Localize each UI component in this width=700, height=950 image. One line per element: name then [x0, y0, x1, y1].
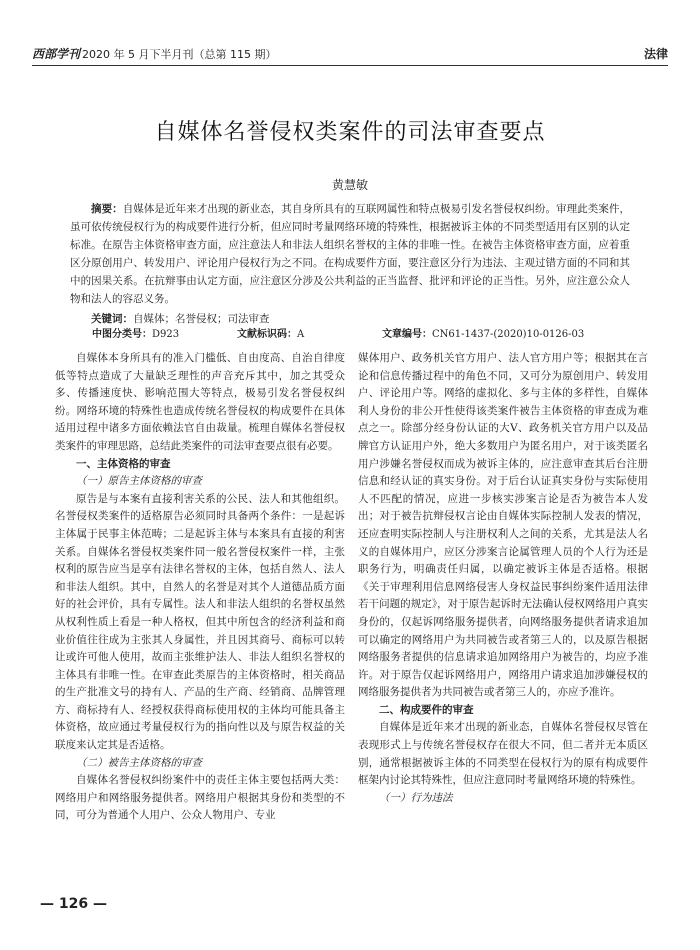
running-header: [32, 40, 668, 66]
abstract-text: 自媒体是近年来才出现的新业态，其自身所具有的互联网属性和特点极易引发名誉侵权纠纷。审理此类案件，虽可依传统侵权行为的构成要件进行分析，但应同时考量网络环境的特殊性，根据被诉主体的不同类型适用有区别的认定标准。在原告主体资格审查方面，应注意法人和非法人组织名誉权的主体的非唯一性。在被告主体资格审查方面，应着重区分原创用户、转发用户、评论用户侵权行为之不同。在构成要件方面，要注意区分行为违法、主观过错方面的不同和其中的因果关系。在抗辩事由认定方面，应注意区分涉及公共利益的正当监督、批评和评论的正当性。另外，应注意公众人物和法人的容忍义务。: [70, 203, 631, 305]
journal-logo: 西部学刊: [32, 47, 81, 61]
abstract: [70, 200, 630, 308]
subsection-heading: （二）被告主体资格的审查: [76, 756, 202, 769]
article-author: 黄慧敏: [331, 178, 368, 192]
section-heading: 二、构成要件的审查: [379, 703, 474, 716]
body-paragraph: 原告是与本案有直接利害关系的公民、法人和其他组织。名誉侵权类案件的适格原告必须同时具备两个条件：一是起诉主体属于民事主体范畴；二是起诉主体与本案具有直接的利害关系。自媒体名誉侵权类案件同一般名誉侵权案件一样，主张权利的原告应当是享有法律名誉权的主体，包括自然人、法人和非法人组织。其中，自然人的名誉是对其个人道德品质方面好的社会评价，具有专属性。法人和非法人组织的名誉权虽然从权利性质上看是一种人格权，但其中所包含的经济利益和商业价值往往成为主张其人身属性，并且因其商号、商标可以转让或许可他人使用，故而主张维护法人、非法人组织名誉权的主体具有非唯一性。在审查此类原告的主体资格时，相关商品的生产批准文号的持有人、产品的生产商、经销商、品牌管理方、商标持有人、经授权获得商标使用权的主体均可能具备主体资格，故应通过考量侵权行为的指向性以及与原告权益的关联度来认定其是否适格。: [55, 492, 345, 752]
section-heading: 一、主体资格的审查: [76, 457, 171, 470]
article-number: 文章编号：CN61-1437-(2020)10-0126-03: [382, 329, 585, 340]
section-name: 法律: [643, 47, 668, 61]
body-paragraph: 自媒体本身所具有的准入门槛低、自由度高、自治自律度低等特点造成了大量缺乏理性的声音充斥其中，加之其受众多、传播速度快、影响范围大等特点，极易引发名誉侵权纠纷。网络环境的特殊性也造成传统名誉侵权的构成要件在具体适用过程中诸多方面依赖法官自由裁量。梳理自媒体名誉侵权类案件的审理思路，总结此类案件的司法审查要点很有必要。: [55, 352, 345, 452]
header-left: [32, 45, 277, 62]
keywords-label: 关键词：: [91, 313, 133, 325]
keywords-text: 自媒体；名誉侵权；司法审查: [133, 313, 270, 325]
clc-code: 中图分类号：D923: [92, 329, 180, 340]
document-code: 文献标识码：A: [237, 329, 305, 340]
body-right-column: [358, 350, 648, 807]
article-title: 自媒体名誉侵权类案件的司法审查要点: [154, 120, 546, 145]
abstract-label: 摘要：: [91, 203, 123, 215]
subsection-heading: （一）原告主体资格的审查: [76, 475, 202, 488]
issue-info: 2020 年 5 月下半月刊（总第 115 期）: [82, 48, 277, 61]
body-paragraph: 媒体用户、政务机关官方用户、法人官方用户等；根据其在言论和信息传播过程中的角色不同，又可分为原创用户、转发用户、评论用户等。网络的虚拟化、多与主体的多样性，自媒体利人身份的非公开性使得该类案件被告主体资格的审查成为难点之一。除部分经身份认证的大V、政务机关官方用户以及品牌官方认证用户外，绝大多数用户为匿名用户，对于该类匿名用户涉嫌名誉侵权而成为被诉主体的，应注意审查其后台注册信息和经认证的真实身份。对于后台认证真实身份与实际使用人不匹配的情况，应进一步核实涉案言论是否为被告本人发出；对于被告抗辩侵权言论由自媒体实际控制人发表的情况，还应查明实际控制人与注册权利人之间的关系，尤其是法人名义的自媒体用户，应区分涉案言论属管理人员的个人行为还是职务行为，明确责任归属，以确定被诉主体是否适格。根据《关于审理利用信息网络侵害人身权益民事纠纷案件适用法律若干问题的规定》，对于原告起诉时无法确认侵权网络用户真实身份的，仅起诉网络服务提供者，向网络服务提供者请求追加可以确定的网络用户为共同被告或者第三人的，以及原告根据网络服务者提供的信息请求追加网络用户为被告的，均应予准许。对于原告仅起诉网络用户，网络用户请求追加涉嫌侵权的网络服务提供者为共同被告或者第三人的，亦应予准许。: [358, 352, 648, 699]
body-left-column: [55, 350, 345, 825]
subsection-heading: （一）行为违法: [379, 791, 453, 804]
page-number: — 126 —: [40, 896, 107, 912]
body-paragraph: 自媒体名誉侵权纠纷案件中的责任主体主要包括两大类：网络用户和网络服务提供者。网络用户根据其身份和类型的不同，可分为普通个人用户、公众人物用户、专业: [55, 774, 345, 822]
body-paragraph: 自媒体是近年来才出现的新业态，自媒体名誉侵权尽管在表现形式上与传统名誉侵权存在很大不同，但二者并无本质区别，通常根据被诉主体的不同类型在侵权行为的原有构成要件框架内讨论其特殊性，但应注意同时考量网络环境的特殊性。: [358, 721, 648, 787]
